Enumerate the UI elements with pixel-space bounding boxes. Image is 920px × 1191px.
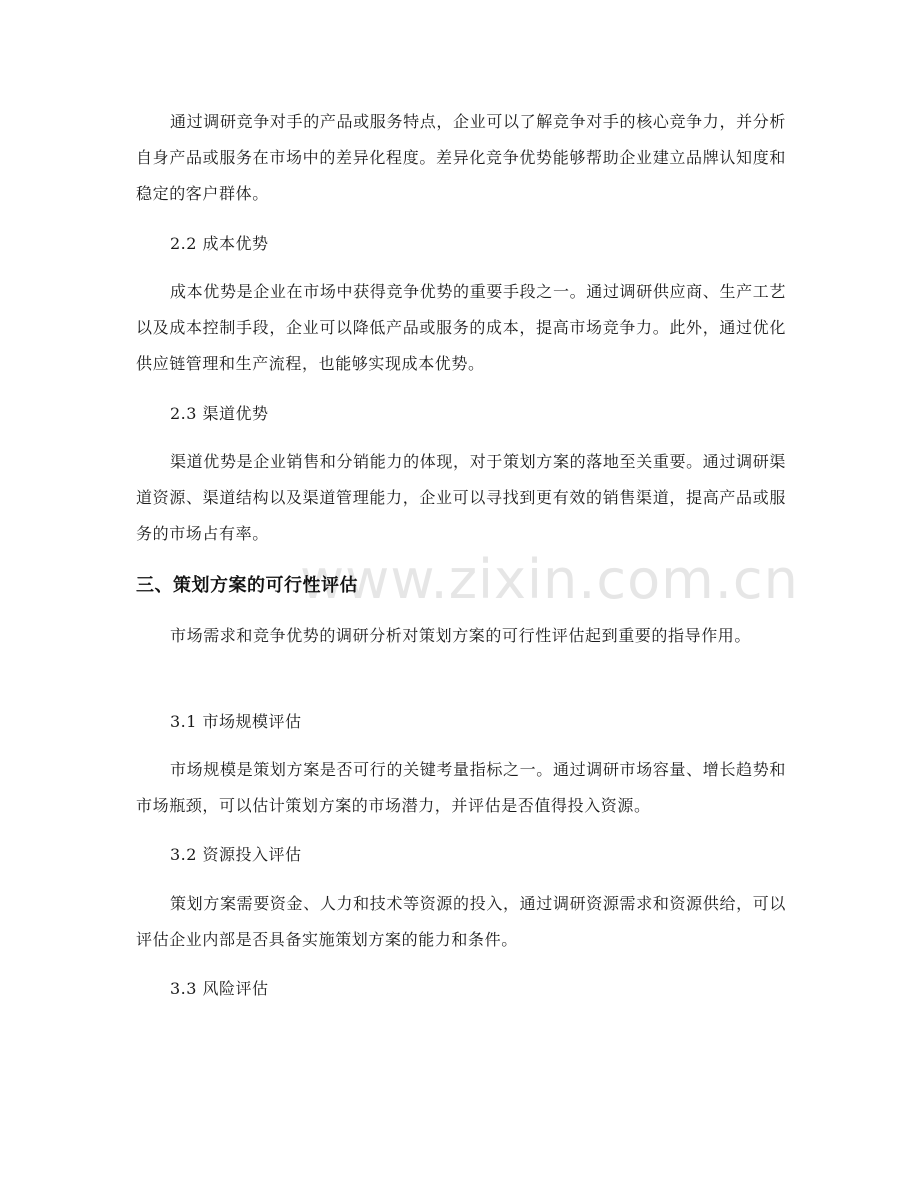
watermark-text: www.zixin.com.cn [300, 548, 799, 611]
section-heading-3: 三、策划方案的可行性评估 [136, 575, 358, 596]
subheading-3-2: 3.2 资源投入评估 [170, 845, 302, 864]
paragraph-differentiation: 通过调研竞争对手的产品或服务特点，企业可以了解竞争对手的核心竞争力，并分析自身产品或服务在市场中的差异化程度。差异化竞争优势能够帮助企业建立品牌认知度和稳定的客户群体。 [136, 112, 786, 203]
paragraph-market-size: 市场规模是策划方案是否可行的关键考量指标之一。通过调研市场容量、增长趋势和市场瓶颈，可以估计策划方案的市场潜力，并评估是否值得投入资源。 [136, 760, 786, 815]
paragraph-resource-input: 策划方案需要资金、人力和技术等资源的投入，通过调研资源需求和资源供给，可以评估企业内部是否具备实施策划方案的能力和条件。 [136, 894, 786, 949]
subheading-2-3: 2.3 渠道优势 [170, 404, 269, 423]
subheading-3-3: 3.3 风险评估 [170, 979, 269, 998]
paragraph-channel-advantage: 渠道优势是企业销售和分销能力的体现，对于策划方案的落地至关重要。通过调研渠道资源、渠道结构以及渠道管理能力，企业可以寻找到更有效的销售渠道，提高产品或服务的市场占有率。 [136, 452, 786, 543]
paragraph-feasibility-intro: 市场需求和竞争优势的调研分析对策划方案的可行性评估起到重要的指导作用。 [170, 626, 752, 645]
subheading-2-2: 2.2 成本优势 [170, 234, 269, 253]
paragraph-cost-advantage: 成本优势是企业在市场中获得竞争优势的重要手段之一。通过调研供应商、生产工艺以及成本控制手段，企业可以降低产品或服务的成本，提高市场竞争力。此外，通过优化供应链管理和生产流程，也能够实现成本优势。 [136, 282, 786, 373]
subheading-3-1: 3.1 市场规模评估 [170, 712, 302, 731]
